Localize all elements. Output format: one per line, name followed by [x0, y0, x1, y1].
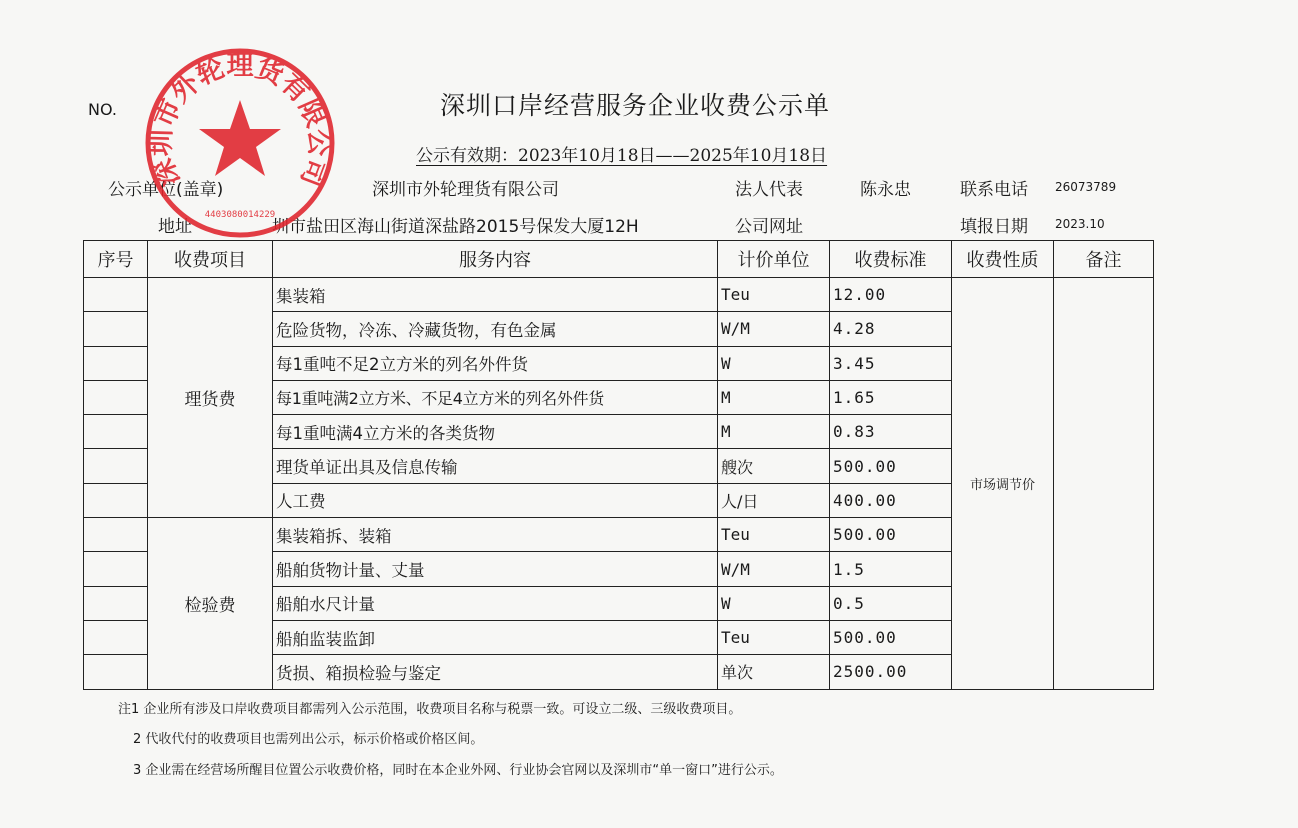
unit-cell: 单次	[718, 655, 830, 689]
phone-label: 联系电话	[960, 180, 1028, 200]
standard-cell: 12.00	[830, 278, 952, 312]
service-cell: 人工费	[273, 483, 718, 517]
fill-date-value: 2023.10	[1055, 217, 1105, 231]
standard-cell: 3.45	[830, 346, 952, 380]
service-cell: 每1重吨满2立方米、不足4立方米的列名外件货	[273, 380, 718, 414]
phone-value: 26073789	[1055, 180, 1117, 194]
nature-cell: 市场调节价	[952, 278, 1054, 690]
note-1: 注1 企业所有涉及口岸收费项目都需列入公示范围，收费项目名称与税票一致。可设立二级、三级收费项目。	[118, 702, 742, 717]
standard-cell: 500.00	[830, 449, 952, 483]
header-nature: 收费性质	[952, 241, 1054, 278]
service-cell: 危险货物，冷冻、冷藏货物，有色金属	[273, 312, 718, 346]
remark-cell	[1054, 278, 1154, 690]
unit-value: 深圳市外轮理货有限公司	[372, 180, 559, 200]
unit-cell: M	[718, 415, 830, 449]
item-cell-inspection: 检验费	[148, 518, 273, 689]
seq-cell	[84, 552, 148, 586]
document-number-label: NO.	[88, 100, 117, 119]
header-remark: 备注	[1054, 241, 1154, 278]
website-label: 公司网址	[735, 217, 803, 237]
header-service: 服务内容	[273, 241, 718, 278]
seal-serial: 4403080014229	[204, 210, 276, 220]
service-cell: 集装箱拆、装箱	[273, 518, 718, 552]
unit-cell: 艘次	[718, 449, 830, 483]
unit-cell: W	[718, 586, 830, 620]
unit-label: 公示单位(盖章)	[108, 180, 224, 200]
legal-rep-value: 陈永忠	[860, 180, 911, 200]
standard-cell: 1.65	[830, 380, 952, 414]
standard-cell: 0.5	[830, 586, 952, 620]
standard-cell: 1.5	[830, 552, 952, 586]
note-3: 3 企业需在经营场所醒目位置公示收费价格，同时在本企业外网、行业协会官网以及深圳市“单一窗口”进行公示。	[133, 763, 783, 778]
header-item: 收费项目	[148, 241, 273, 278]
service-cell: 每1重吨不足2立方米的列名外件货	[273, 346, 718, 380]
fill-date-label: 填报日期	[960, 217, 1028, 237]
unit-cell: W/M	[718, 552, 830, 586]
address-value: 圳市盐田区海山街道深盐路2015号保发大厦12H	[272, 217, 639, 237]
service-cell: 船舶货物计量、丈量	[273, 552, 718, 586]
unit-cell: W	[718, 346, 830, 380]
seq-cell	[84, 449, 148, 483]
item-cell-tally: 理货费	[148, 278, 273, 518]
unit-cell: M	[718, 380, 830, 414]
seq-cell	[84, 655, 148, 689]
service-cell: 货损、箱损检验与鉴定	[273, 655, 718, 689]
table-row	[84, 278, 1154, 312]
table-header-row	[84, 241, 1154, 278]
standard-cell: 500.00	[830, 620, 952, 654]
seq-cell	[84, 312, 148, 346]
address-label: 地址	[158, 217, 192, 237]
standard-cell: 500.00	[830, 518, 952, 552]
unit-cell: 人/日	[718, 483, 830, 517]
validity-period: 公示有效期：2023年10月18日——2025年10月18日	[416, 146, 828, 166]
unit-cell: Teu	[718, 518, 830, 552]
fee-table	[83, 240, 1154, 690]
legal-rep-label: 法人代表	[735, 180, 803, 200]
unit-cell: W/M	[718, 312, 830, 346]
standard-cell: 2500.00	[830, 655, 952, 689]
service-cell: 每1重吨满4立方米的各类货物	[273, 415, 718, 449]
seq-cell	[84, 346, 148, 380]
service-cell: 船舶监装监卸	[273, 620, 718, 654]
service-cell: 理货单证出具及信息传输	[273, 449, 718, 483]
note-2: 2 代收代付的收费项目也需列出公示，标示价格或价格区间。	[133, 732, 484, 747]
company-seal-icon	[142, 45, 338, 241]
unit-cell: Teu	[718, 620, 830, 654]
seq-cell	[84, 586, 148, 620]
header-standard: 收费标准	[830, 241, 952, 278]
service-cell: 船舶水尺计量	[273, 586, 718, 620]
header-seq: 序号	[84, 241, 148, 278]
standard-cell: 4.28	[830, 312, 952, 346]
unit-cell: Teu	[718, 278, 830, 312]
seq-cell	[84, 518, 148, 552]
seq-cell	[84, 380, 148, 414]
seq-cell	[84, 483, 148, 517]
header-unit: 计价单位	[718, 241, 830, 278]
seq-cell	[84, 620, 148, 654]
seal-text: 深圳市外轮理货有限公司	[145, 50, 335, 191]
standard-cell: 0.83	[830, 415, 952, 449]
seq-cell	[84, 278, 148, 312]
seq-cell	[84, 415, 148, 449]
standard-cell: 400.00	[830, 483, 952, 517]
page-title: 深圳口岸经营服务企业收费公示单	[440, 91, 831, 120]
service-cell: 集装箱	[273, 278, 718, 312]
